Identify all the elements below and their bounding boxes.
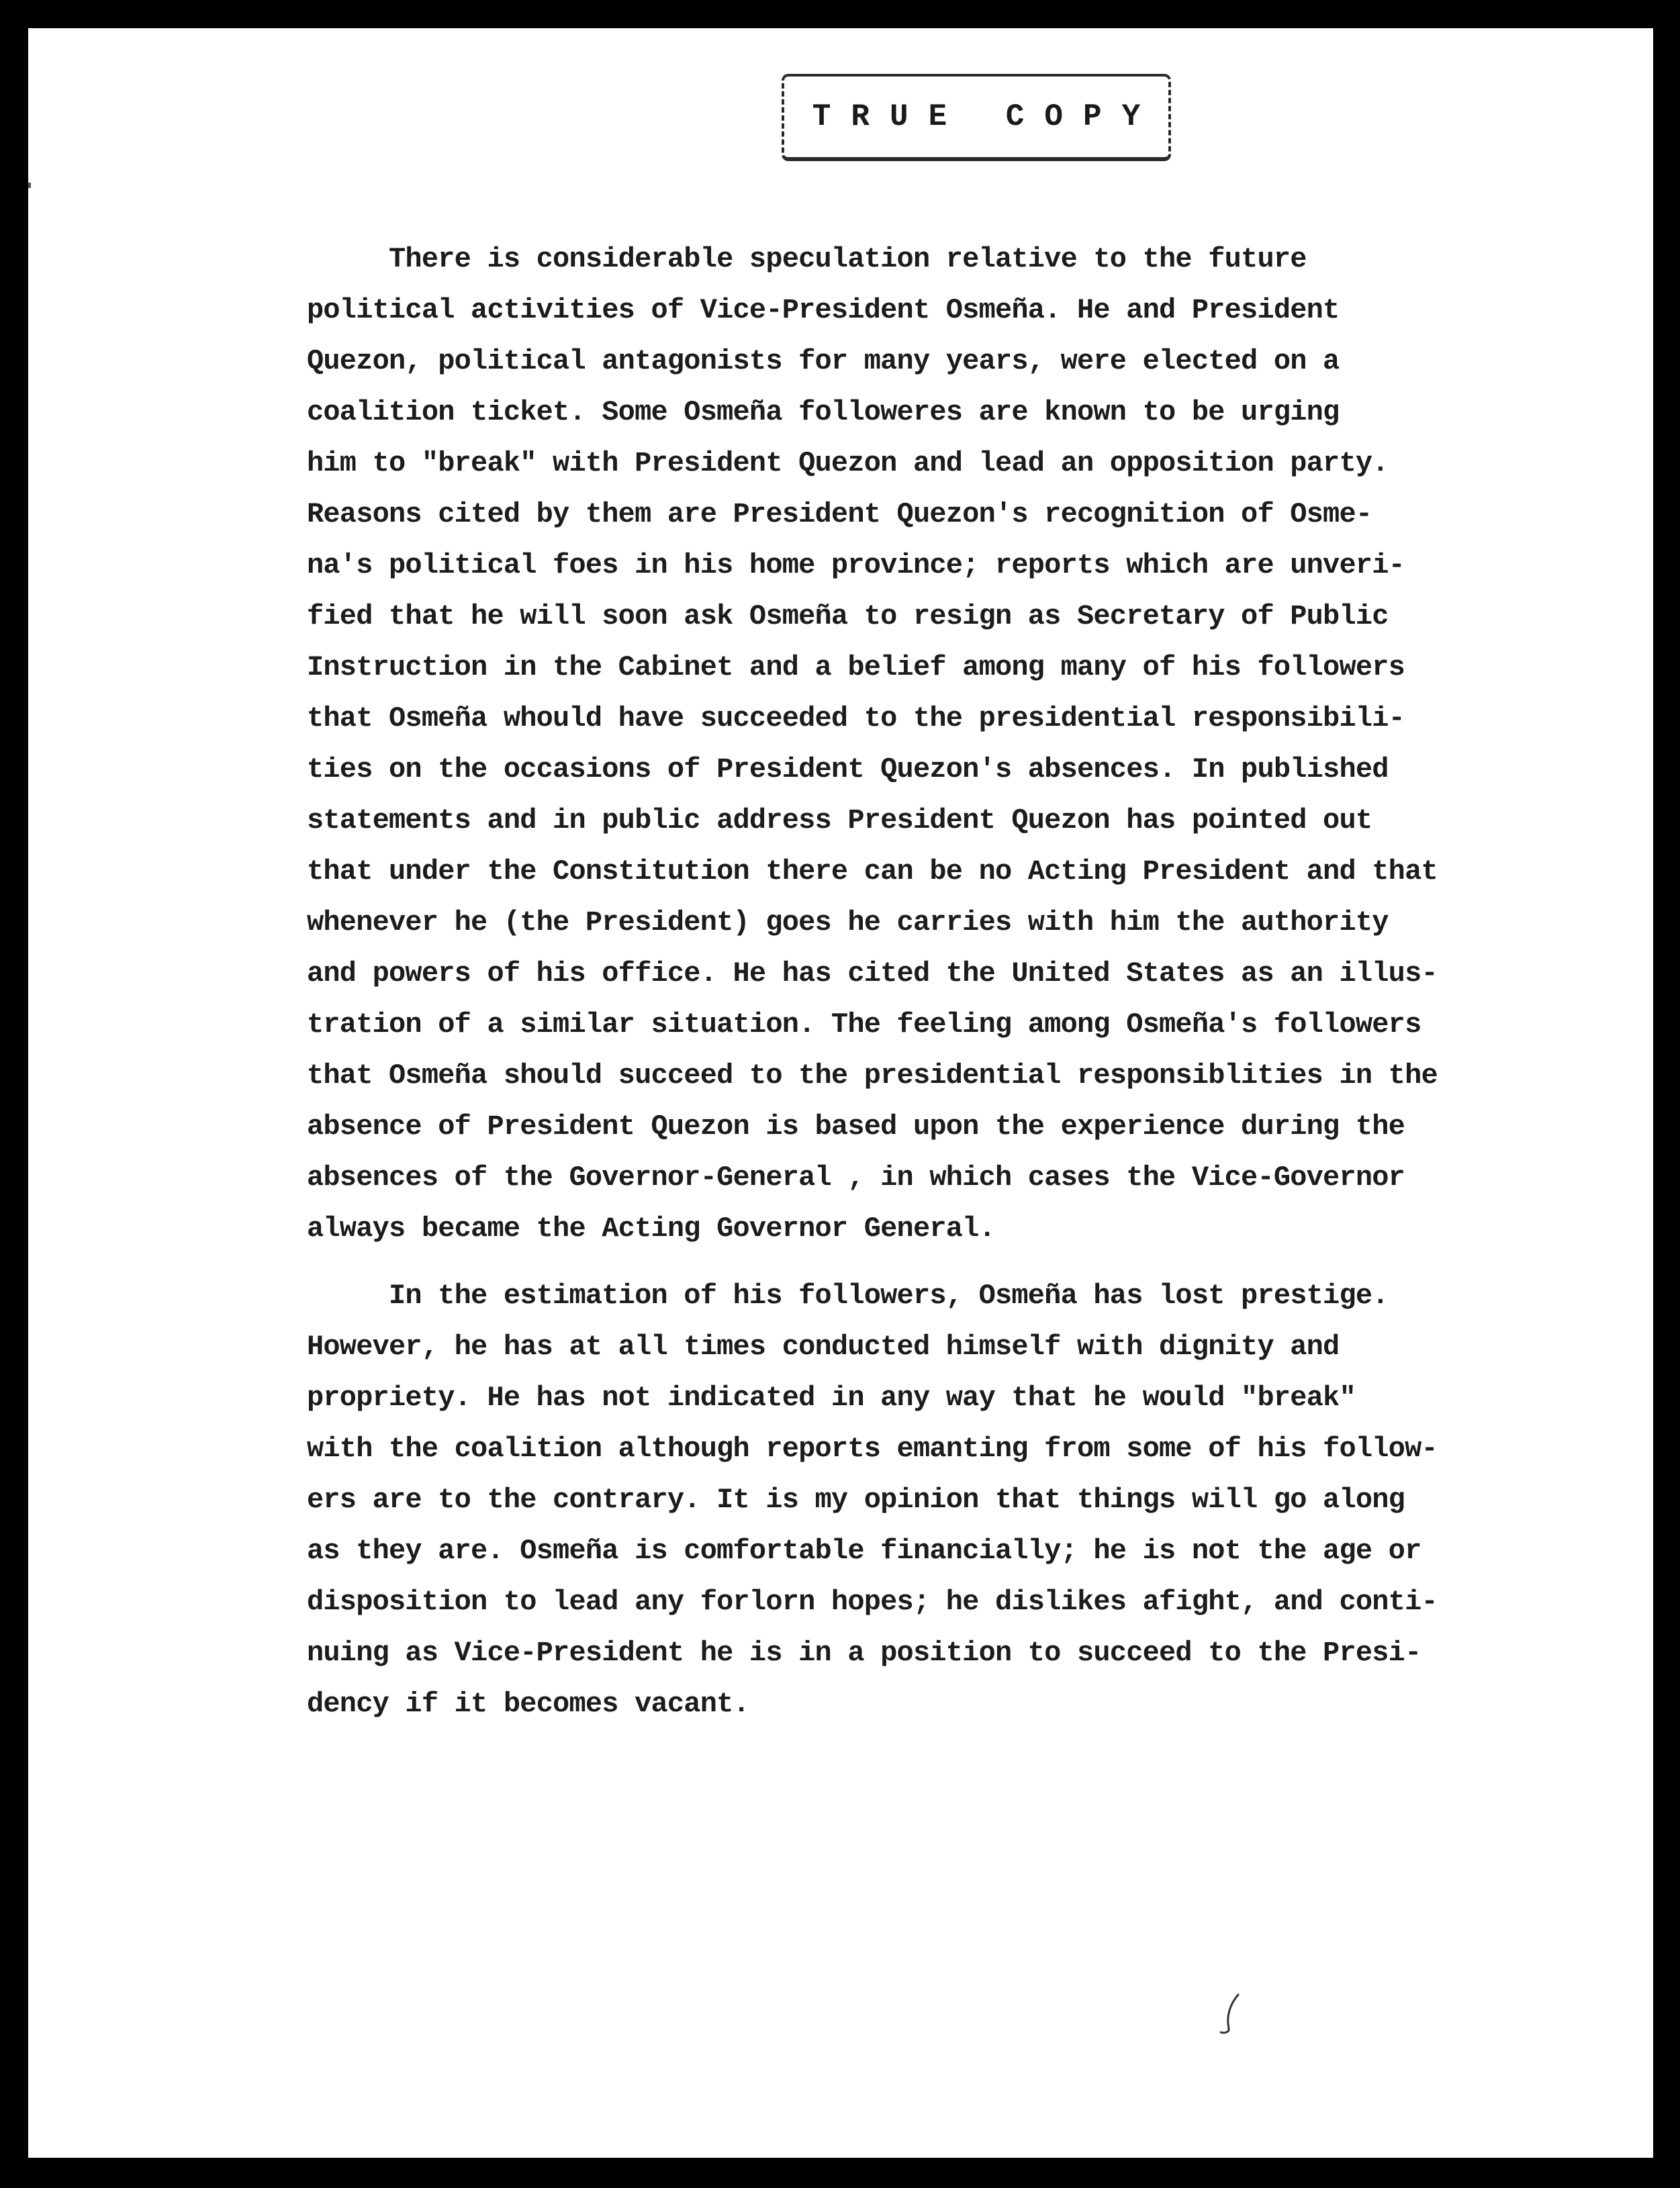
text-line: political activities of Vice-President Osmeña. He and President (307, 294, 1340, 326)
text-line: absences of the Governor-General , in which cases the Vice-Governor (307, 1161, 1405, 1194)
text-line: dency if it becomes vacant. (307, 1688, 749, 1720)
text-line: propriety. He has not indicated in any way that he would "break" (307, 1382, 1356, 1414)
text-line: Instruction in the Cabinet and a belief among many of his followers (307, 651, 1405, 683)
text-line: ties on the occasions of President Quezon's absences. In published (307, 753, 1389, 786)
paragraph-2 (307, 1270, 1583, 1729)
pencil-check-mark (1217, 1992, 1244, 2039)
text-line: However, he has at all times conducted himself with dignity and (307, 1331, 1340, 1363)
text-line: that Osmeña should succeed to the presidential responsiblities in the (307, 1059, 1438, 1092)
text-line: with the coalition although reports emanting from some of his follow- (307, 1433, 1438, 1465)
text-line: always became the Acting Governor General. (307, 1212, 995, 1245)
text-line: disposition to lead any forlorn hopes; he dislikes afight, and conti- (307, 1586, 1438, 1618)
text-line: na's political foes in his home province; reports which are unveri- (307, 549, 1405, 581)
text-line: ers are to the contrary. It is my opinion that things will go along (307, 1484, 1405, 1516)
document-page (28, 28, 1653, 2158)
text-line: Quezon, political antagonists for many years, were elected on a (307, 345, 1340, 377)
text-line: that under the Constitution there can be no Acting President and that (307, 855, 1438, 888)
text-line: that Osmeña whould have succeeded to the presidential responsibili- (307, 702, 1405, 734)
stamp-text: TRUE COPY (812, 99, 1161, 134)
text-line: whenever he (the President) goes he carries with him the authority (307, 906, 1389, 939)
text-line: him to "break" with President Quezon and lead an opposition party. (307, 447, 1389, 479)
true-copy-stamp (782, 74, 1171, 161)
paragraph-1 (307, 234, 1583, 1254)
text-line: statements and in public address President Quezon has pointed out (307, 804, 1372, 837)
text-line: coalition ticket. Some Osmeña followeres are known to be urging (307, 396, 1340, 428)
text-line: absence of President Quezon is based upon the experience during the (307, 1110, 1405, 1143)
document-body (307, 234, 1583, 1729)
text-line: Reasons cited by them are President Quezon's recognition of Osme- (307, 498, 1372, 530)
text-line: tration of a similar situation. The feeling among Osmeña's followers (307, 1008, 1421, 1041)
paper-speck (28, 183, 31, 188)
text-line: and powers of his office. He has cited the United States as an illus- (307, 957, 1438, 990)
text-line: nuing as Vice-President he is in a position to succeed to the Presi- (307, 1637, 1421, 1669)
text-line: as they are. Osmeña is comfortable financially; he is not the age or (307, 1535, 1421, 1567)
text-line: fied that he will soon ask Osmeña to resign as Secretary of Public (307, 600, 1389, 632)
text-line: There is considerable speculation relative to the future (307, 243, 1307, 275)
text-line: In the estimation of his followers, Osmeña has lost prestige. (307, 1280, 1389, 1312)
